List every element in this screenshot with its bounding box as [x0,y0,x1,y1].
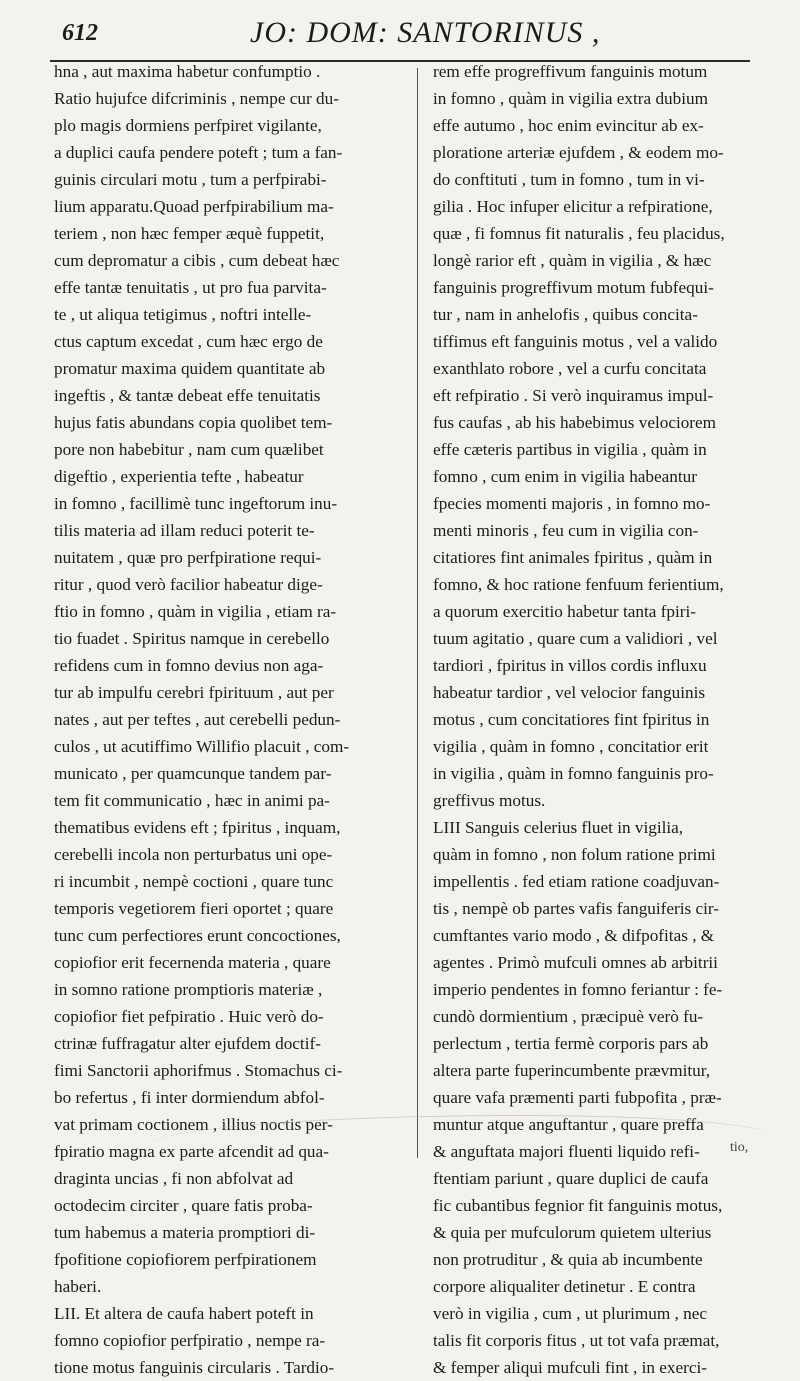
column-divider [417,68,418,1158]
text-line: octodecim circiter , quare fatis proba- [54,1196,313,1215]
text-line: pore non habebitur , nam cum quælibet [54,440,324,459]
text-line: hna , aut maxima habetur confumptio . [54,62,321,81]
text-line: in somno ratione promptioris materiæ , [54,980,323,999]
text-line: effe tantæ tenuitatis , ut pro fua parvita- [54,278,327,297]
text-line: municato , per quamcunque tandem par- [54,764,332,783]
text-line: rem effe progreffivum fanguinis motum [433,62,708,81]
text-line: cumftantes vario modo , & difpofitas , & [433,926,715,945]
text-line: imperio pendentes in fomno feriantur : fe- [433,980,723,999]
text-line: in fomno , quàm in vigilia extra dubium [433,89,708,108]
text-line: in vigilia , quàm in fomno fanguinis pro- [433,764,714,783]
text-line: tum habemus a materia promptiori di- [54,1223,316,1242]
text-line: fomno copiofior perfpiratio , nempe ra- [54,1331,326,1350]
text-line: tio fuadet . Spiritus namque in cerebello [54,629,330,648]
text-line: fimi Sanctorii aphorifmus . Stomachus ci- [54,1061,343,1080]
text-line: tardiori , fpiritus in villos cordis influxu [433,656,707,675]
text-line: corpore aliqualiter detinetur . E contra [433,1277,696,1296]
text-line: cum depromatur a cibis , cum debeat hæc [54,251,340,270]
text-line: agentes . Primò mufculi omnes ab arbitrii [433,953,718,972]
text-line: verò in vigilia , cum , ut plurimum , nec [433,1304,707,1323]
text-line: Ratio hujufce difcriminis , nempe cur du- [54,89,339,108]
text-line: habeatur tardior , vel velocior fanguinis [433,683,706,702]
text-line: in fomno , facillimè tunc ingeftorum inu- [54,494,338,513]
text-line: tilis materia ad illam reduci poterit te- [54,521,315,540]
text-line: ploratione arteriæ ejufdem , & eodem mo- [433,143,724,162]
text-line: copiofior fiet pefpiratio . Huic verò do- [54,1007,324,1026]
text-line: promatur maxima quidem quantitate ab [54,359,326,378]
text-line: effe autumo , hoc enim evincitur ab ex- [433,116,704,135]
catchword: tio, [730,1140,749,1155]
text-line: fanguinis progreffivum motum fubfequi- [433,278,714,297]
text-line: ingeftis , & tantæ debeat effe tenuitatis [54,386,321,405]
text-line: ri incumbit , nempè coctioni , quare tunc [54,872,334,891]
text-line: refidens cum in fomno devius non aga- [54,656,324,675]
text-line: guinis circulari motu , tum a perfpirabi- [54,170,327,189]
text-line: talis fit corporis fitus , ut tot vafa præmat, [433,1331,720,1350]
text-line: hujus fatis abundans copia quolibet tem- [54,413,333,432]
text-line: & quia per mufculorum quietem ulterius [433,1223,712,1242]
text-line: tur , nam in anhelofis , quibus concita- [433,305,698,324]
text-line: eft refpiratio . Si verò inquiramus impul- [433,386,714,405]
text-line: haberi. [54,1277,102,1296]
text-line: perlectum , tertia fermè corporis pars ab [433,1034,709,1053]
text-line: & femper aliqui mufculi fint , in exerci- [433,1358,707,1377]
text-line: vat primam coctionem , illius noctis per- [54,1115,333,1134]
text-line: tunc cum perfectiores erunt concoctiones, [54,926,341,945]
text-line: a duplici caufa pendere poteft ; tum a fan- [54,143,343,162]
text-line: & anguftata majori fluenti liquido refi- [433,1142,700,1161]
text-line: fpofitione copiofiorem perfpirationem [54,1250,317,1269]
text-line: digeftio , experientia tefte , habeatur [54,467,304,486]
text-line: longè rarior eft , quàm in vigilia , & hæc [433,251,712,270]
text-line: tur ab impulfu cerebri fpirituum , aut per [54,683,334,702]
text-line: nuitatem , quæ pro perfpiratione requi- [54,548,322,567]
text-line: temporis vegetiorem fieri oportet ; quare [54,899,334,918]
text-line: motus , cum concitatiores fint fpiritus in [433,710,710,729]
text-line: do conftituti , tum in fomno , tum in vi- [433,170,705,189]
text-line: nates , aut per teftes , aut cerebelli pedun- [54,710,341,729]
text-line: quàm in fomno , non folum ratione primi [433,845,716,864]
text-line: fpiratio magna ex parte afcendit ad qua- [54,1142,329,1161]
running-title: JO: DOM: SANTORINUS , [250,16,601,49]
text-line: menti minoris , feu cum in vigilia con- [433,521,699,540]
text-line: plo magis dormiens perfpiret vigilante, [54,116,322,135]
text-line: tuum agitatio , quare cum a validiori , vel [433,629,718,648]
text-line: quæ , fi fomnus fit naturalis , feu placidus, [433,224,725,243]
text-line: draginta uncias , fi non abfolvat ad [54,1169,294,1188]
text-line: altera parte fuperincumbente prævmitur, [433,1061,711,1080]
text-line: fus caufas , ab his habebimus velociorem [433,413,717,432]
text-line: non protruditur , & quia ab incumbente [433,1250,703,1269]
text-line: vigilia , quàm in fomno , concitatior erit [433,737,709,756]
text-line: cerebelli incola non perturbatus uni ope- [54,845,333,864]
text-line: quare vafa præmenti parti fubpofita , præ- [433,1088,722,1107]
text-line: muntur atque anguftantur , quare preffa [433,1115,704,1134]
text-line: fpecies momenti majoris , in fomno mo- [433,494,711,513]
text-line: effe cæteris partibus in vigilia , quàm in [433,440,707,459]
text-line: tis , nempè ob partes vafis fanguiferis cir- [433,899,720,918]
text-line: copiofior erit fecernenda materia , quare [54,953,331,972]
text-line: lium apparatu.Quoad perfpirabilium ma- [54,197,334,216]
text-line: cundò dormientium , præcipuè verò fu- [433,1007,704,1026]
text-line: thematibus evidens eft ; fpiritus , inquam, [54,818,341,837]
text-line: teriem , non hæc femper æquè fuppetit, [54,224,325,243]
text-line: fic cubantibus fegnior fit fanguinis motus, [433,1196,723,1215]
text-line: greffivus motus. [433,791,546,810]
text-line: LII. Et altera de caufa habert poteft in [54,1304,314,1323]
text-line: fomno , cum enim in vigilia habeantur [433,467,697,486]
text-line: tem fit communicatio , hæc in animi pa- [54,791,330,810]
text-line: ftio in fomno , quàm in vigilia , etiam ra- [54,602,337,621]
left-column [54,58,406,1381]
text-line: culos , ut acutiffimo Willifio placuit , com- [54,737,350,756]
page-header [50,14,750,64]
text-line: bo refertus , fi inter dormiendum abfol- [54,1088,325,1107]
text-line: LIII Sanguis celerius fluet in vigilia, [433,818,684,837]
text-line: exanthlato robore , vel a curfu concitata [433,359,707,378]
text-line: ctrinæ fuffragatur alter ejufdem doctif- [54,1034,321,1053]
page-number: 612 [62,20,98,46]
text-line: te , ut aliqua tetigimus , noftri intelle- [54,305,312,324]
text-line: a quorum exercitio habetur tanta fpiri- [433,602,696,621]
text-line: tiffimus eft fanguinis motus , vel a valido [433,332,718,351]
text-line: ritur , quod verò facilior habeatur dige- [54,575,323,594]
text-line: ftentiam pariunt , quare duplici de caufa [433,1169,709,1188]
text-line: citatiores fint animales fpiritus , quàm in [433,548,713,567]
text-line: gilia . Hoc infuper elicitur a refpiratione, [433,197,713,216]
text-line: ctus captum excedat , cum hæc ergo de [54,332,323,351]
text-line: fomno, & hoc ratione fenfuum ferientium, [433,575,724,594]
text-line: impellentis . fed etiam ratione coadjuvan- [433,872,720,891]
text-line: tione motus fanguinis circularis . Tardio- [54,1358,335,1377]
right-column [433,58,785,1381]
